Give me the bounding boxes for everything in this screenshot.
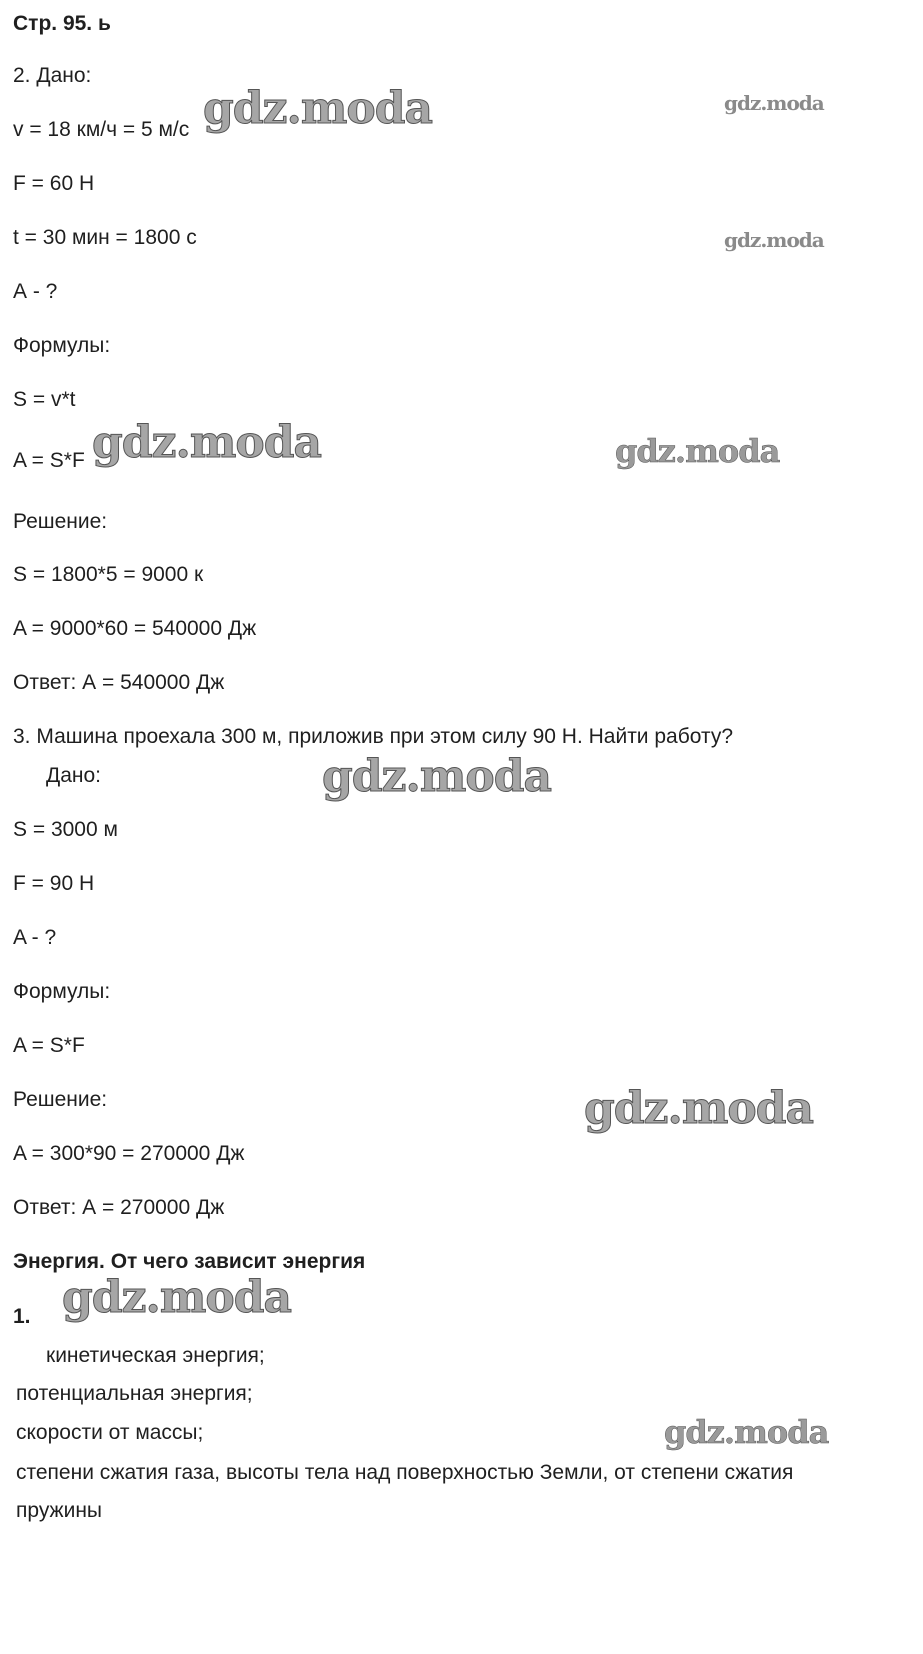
given-time: t = 30 мин = 1800 с	[13, 226, 197, 249]
given-force-3: F = 90 Н	[13, 872, 95, 895]
watermark: gdz.moda	[62, 1272, 292, 1323]
watermark: gdz.moda	[724, 91, 824, 115]
page-header: Стр. 95. ь	[13, 12, 111, 35]
solution-label-3: Решение:	[13, 1088, 108, 1111]
watermark: gdz.moda	[584, 1083, 814, 1134]
watermark: gdz.moda	[92, 417, 322, 468]
formulas-label: Формулы:	[13, 334, 111, 357]
solution-work-3: A = 300*90 = 270000 Дж	[13, 1142, 245, 1165]
watermark: gdz.moda	[615, 432, 780, 470]
answer-item-1: кинетическая энергия;	[46, 1344, 265, 1367]
given-force: F = 60 Н	[13, 172, 95, 195]
watermark: gdz.moda	[664, 1413, 829, 1451]
answer-task-3: Ответ: А = 270000 Дж	[13, 1196, 225, 1219]
solution-distance: S = 1800*5 = 9000 к	[13, 563, 204, 586]
task-3-given-label: Дано:	[46, 764, 102, 787]
answer-task-2: Ответ: А = 540000 Дж	[13, 671, 225, 694]
section-number: 1.	[13, 1305, 31, 1328]
task-3-question: 3. Машина проехала 300 м, приложив при этом силу 90 Н. Найти работу?	[13, 725, 734, 748]
solution-work: A = 9000*60 = 540000 Дж	[13, 617, 257, 640]
given-distance: S = 3000 м	[13, 818, 118, 841]
given-velocity: v = 18 км/ч = 5 м/с	[13, 118, 190, 141]
answer-item-4-cont: пружины	[16, 1499, 103, 1522]
section-title: Энергия. От чего зависит энергия	[13, 1250, 366, 1273]
answer-item-3: скорости от массы;	[16, 1421, 204, 1444]
formula-work: A = S*F	[13, 449, 85, 472]
formula-work-3: A = S*F	[13, 1034, 85, 1057]
task-2-given-label: 2. Дано:	[13, 64, 92, 87]
watermark: gdz.moda	[724, 228, 824, 252]
unknown-work-3: A - ?	[13, 926, 57, 949]
answer-item-4: степени сжатия газа, высоты тела над поверхностью Земли, от степени сжатия	[16, 1461, 794, 1484]
formulas-label-3: Формулы:	[13, 980, 111, 1003]
watermark: gdz.moda	[203, 83, 433, 134]
answer-item-2: потенциальная энергия;	[16, 1382, 253, 1405]
watermark: gdz.moda	[322, 751, 552, 802]
solution-label: Решение:	[13, 510, 108, 533]
formula-distance: S = v*t	[13, 388, 76, 411]
unknown-work: А - ?	[13, 280, 58, 303]
